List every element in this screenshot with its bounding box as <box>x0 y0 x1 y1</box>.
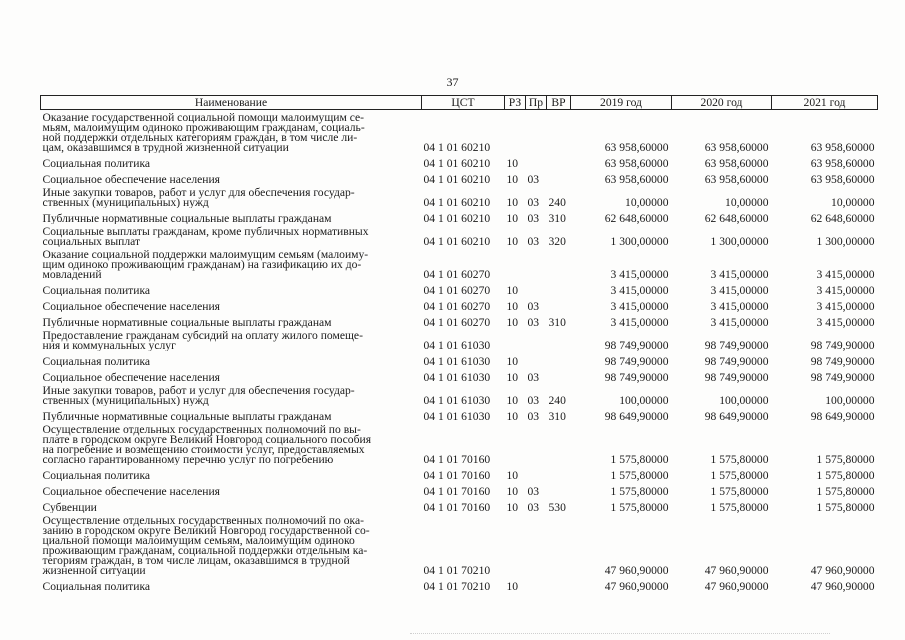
cell-y2019: 63 958,60000 <box>604 157 669 169</box>
cell-vr <box>547 110 571 154</box>
cell-cst: 04 1 01 61030 <box>423 339 491 351</box>
cell-name: Публичные нормативные социальные выплаты гражданам <box>42 316 332 328</box>
cell-name: Иные закупки товаров, работ и услуг для обеспечения государ- ственных (муниципальных) нужд <box>42 186 355 208</box>
cell-cst: 04 1 01 61030 <box>423 355 491 367</box>
cell-y2021: 1 575,80000 <box>816 469 875 481</box>
cell-pr: 03 <box>527 485 540 497</box>
cell-rz: 10 <box>506 284 519 296</box>
cell-y2019: 1 575,80000 <box>610 453 669 465</box>
cell-y2020: 3 415,00000 <box>710 268 769 280</box>
cell-rz: 10 <box>506 157 519 169</box>
cell-pr <box>526 422 547 465</box>
cell-rz: 10 <box>506 235 519 247</box>
cell-y2019: 47 960,90000 <box>604 564 669 576</box>
cell-y2020: 63 958,60000 <box>704 173 769 185</box>
cell-y2020: 3 415,00000 <box>710 300 769 312</box>
cell-y2019: 63 958,60000 <box>604 141 669 153</box>
cell-pr: 03 <box>527 196 540 208</box>
cell-y2021: 3 415,00000 <box>816 268 875 280</box>
cell-y2021: 98 749,90000 <box>810 355 875 367</box>
cell-cst: 04 1 01 60270 <box>423 316 491 328</box>
cell-cst: 04 1 01 60270 <box>423 268 491 280</box>
cell-cst: 04 1 01 70210 <box>423 580 491 592</box>
cell-y2019: 47 960,90000 <box>604 580 669 592</box>
cell-name: Социальное обеспечение населения <box>42 371 221 383</box>
cell-y2019: 63 958,60000 <box>604 173 669 185</box>
cell-pr: 03 <box>527 501 540 513</box>
cell-y2019: 98 749,90000 <box>604 371 669 383</box>
cell-name: Иные закупки товаров, работ и услуг для обеспечения государ- ственных (муниципальных) нужд <box>42 384 355 406</box>
cell-vr <box>547 169 571 185</box>
cell-pr <box>526 247 547 280</box>
table-row <box>41 224 878 247</box>
cell-vr <box>547 513 571 576</box>
cell-cst: 04 1 01 61030 <box>423 394 491 406</box>
cell-name: Социальное обеспечение населения <box>42 300 221 312</box>
cell-name: Социальное обеспечение населения <box>42 173 221 185</box>
cell-vr: 310 <box>548 212 566 224</box>
table-row <box>41 422 878 465</box>
cell-pr <box>526 153 547 169</box>
cell-pr <box>526 328 547 351</box>
cell-pr: 03 <box>527 212 540 224</box>
cell-pr <box>526 465 547 481</box>
header-name: Наименование <box>41 96 422 110</box>
cell-y2021: 63 958,60000 <box>810 157 875 169</box>
cell-y2020: 47 960,90000 <box>704 564 769 576</box>
cell-name: Предоставление гражданам субсидий на оплату жилого помеще- ния и коммунальных услуг <box>42 329 363 351</box>
cell-y2021: 98 749,90000 <box>810 371 875 383</box>
cell-name: Социальная политика <box>42 284 151 296</box>
cell-y2020: 63 958,60000 <box>704 141 769 153</box>
cell-rz: 10 <box>506 316 519 328</box>
header-vr: ВР <box>547 96 571 110</box>
header-2019: 2019 год <box>571 96 672 110</box>
cell-cst: 04 1 01 60270 <box>423 284 491 296</box>
cell-y2019: 1 575,80000 <box>610 501 669 513</box>
cell-y2020: 98 749,90000 <box>704 371 769 383</box>
cell-vr <box>547 465 571 481</box>
header-rz: РЗ <box>505 96 526 110</box>
cell-y2020: 100,00000 <box>719 394 769 406</box>
cell-y2021: 1 575,80000 <box>816 453 875 465</box>
cell-rz <box>505 422 526 465</box>
cell-vr: 320 <box>548 235 566 247</box>
cell-y2020: 1 575,80000 <box>710 485 769 497</box>
cell-vr <box>547 481 571 497</box>
cell-vr <box>547 153 571 169</box>
table-row <box>41 110 878 154</box>
cell-cst: 04 1 01 60210 <box>423 235 491 247</box>
cell-name: Осуществление отдельных государственных полномочий по вы- плате в городском округе Великий Новгород социального пособия на погребение и возмещению стоимости услуг, предоставляемых согласно гарантированному перечню услуг по погребению <box>42 423 372 465</box>
table-header-row <box>41 96 878 110</box>
cell-y2019: 1 575,80000 <box>610 469 669 481</box>
cell-cst: 04 1 01 60210 <box>423 212 491 224</box>
cell-rz: 10 <box>506 212 519 224</box>
cell-rz: 10 <box>506 300 519 312</box>
cell-vr <box>547 328 571 351</box>
cell-rz: 10 <box>506 410 519 422</box>
cell-y2021: 1 575,80000 <box>816 501 875 513</box>
cell-y2020: 3 415,00000 <box>710 284 769 296</box>
cell-y2020: 10,00000 <box>725 196 769 208</box>
cell-y2019: 98 749,90000 <box>604 339 669 351</box>
table-row <box>41 208 878 224</box>
cell-name: Социальная политика <box>42 157 151 169</box>
cell-name: Публичные нормативные социальные выплаты гражданам <box>42 410 332 422</box>
page-number: 37 <box>446 75 459 89</box>
cell-vr: 240 <box>548 196 566 208</box>
cell-cst: 04 1 01 61030 <box>423 410 491 422</box>
cell-vr <box>547 280 571 296</box>
cell-y2021: 3 415,00000 <box>816 316 875 328</box>
cell-y2020: 63 958,60000 <box>704 157 769 169</box>
cell-pr: 03 <box>527 394 540 406</box>
table-row <box>41 367 878 383</box>
cell-name: Публичные нормативные социальные выплаты гражданам <box>42 212 332 224</box>
cell-rz: 10 <box>506 371 519 383</box>
table-row <box>41 576 878 592</box>
table-row <box>41 169 878 185</box>
cell-rz: 10 <box>506 501 519 513</box>
cell-y2021: 62 648,60000 <box>810 212 875 224</box>
cell-name: Оказание социальной поддержки малоимущим семьям (малоиму- щим одиноко проживающим гражданам) на газификацию их до- мовладений <box>42 248 369 280</box>
cell-name: Социальные выплаты гражданам, кроме публичных нормативных социальных выплат <box>42 225 369 247</box>
header-cst: ЦСТ <box>422 96 505 110</box>
cell-pr <box>526 280 547 296</box>
table-row <box>41 383 878 406</box>
cell-y2020: 1 575,80000 <box>710 453 769 465</box>
cell-vr: 310 <box>548 410 566 422</box>
cell-y2020: 1 300,00000 <box>710 235 769 247</box>
cell-y2019: 3 415,00000 <box>610 284 669 296</box>
cell-pr <box>526 513 547 576</box>
cell-cst: 04 1 01 61030 <box>423 371 491 383</box>
cell-cst: 04 1 01 60210 <box>423 141 491 153</box>
cell-rz: 10 <box>506 580 519 592</box>
cell-name: Осуществление отдельных государственных полномочий по ока- занию в городском округе Великий Новгород государственной со- циальной помощи малоимущим семьям, малоимущим одиноко проживающим гражданам, социальной поддержки отдельным ка- тегориям граждан, в том числе лицам, оказавшимся в трудной жизненной ситуации <box>42 514 370 576</box>
cell-rz <box>505 513 526 576</box>
table-row <box>41 312 878 328</box>
cell-y2021: 63 958,60000 <box>810 141 875 153</box>
cell-y2019: 10,00000 <box>625 196 669 208</box>
cell-y2019: 62 648,60000 <box>604 212 669 224</box>
table-row <box>41 296 878 312</box>
cell-cst: 04 1 01 60210 <box>423 157 491 169</box>
cell-vr: 530 <box>548 501 566 513</box>
cell-cst: 04 1 01 60210 <box>423 173 491 185</box>
header-2021: 2021 год <box>772 96 878 110</box>
cell-pr <box>526 110 547 154</box>
cell-y2020: 47 960,90000 <box>704 580 769 592</box>
table-row <box>41 153 878 169</box>
cell-vr <box>547 351 571 367</box>
cell-cst: 04 1 01 70160 <box>423 485 491 497</box>
cell-rz: 10 <box>506 196 519 208</box>
cell-vr <box>547 296 571 312</box>
table-row <box>41 328 878 351</box>
cell-y2021: 47 960,90000 <box>810 580 875 592</box>
cell-rz: 10 <box>506 355 519 367</box>
cell-y2019: 3 415,00000 <box>610 268 669 280</box>
cell-y2019: 1 300,00000 <box>610 235 669 247</box>
cell-y2019: 3 415,00000 <box>610 300 669 312</box>
cell-cst: 04 1 01 60270 <box>423 300 491 312</box>
cell-cst: 04 1 01 70160 <box>423 453 491 465</box>
cell-y2021: 100,00000 <box>825 394 875 406</box>
cell-y2021: 10,00000 <box>831 196 875 208</box>
cell-vr <box>547 576 571 592</box>
cell-cst: 04 1 01 70160 <box>423 469 491 481</box>
cell-vr <box>547 422 571 465</box>
cell-pr: 03 <box>527 410 540 422</box>
cell-y2019: 98 749,90000 <box>604 355 669 367</box>
cell-name: Социальная политика <box>42 580 151 592</box>
cell-name: Социальная политика <box>42 355 151 367</box>
cell-cst: 04 1 01 70210 <box>423 564 491 576</box>
cell-y2020: 62 648,60000 <box>704 212 769 224</box>
cell-y2020: 1 575,80000 <box>710 469 769 481</box>
cell-rz <box>505 110 526 154</box>
cell-y2021: 1 300,00000 <box>816 235 875 247</box>
cell-y2021: 47 960,90000 <box>810 564 875 576</box>
cell-y2019: 98 649,90000 <box>604 410 669 422</box>
table-row <box>41 247 878 280</box>
cell-y2020: 98 749,90000 <box>704 339 769 351</box>
cell-pr: 03 <box>527 235 540 247</box>
table-row <box>41 406 878 422</box>
cell-pr <box>526 576 547 592</box>
cell-name: Оказание государственной социальной помощи малоимущим се- мьям, малоимущим одиноко проживающим гражданам, социаль- ной поддержки отдельных категориям граждан, в том числе ли- цам, оказавшимся в трудной жизненной ситуации <box>42 111 365 153</box>
cell-y2019: 100,00000 <box>619 394 669 406</box>
cell-name: Социальная политика <box>42 469 151 481</box>
cell-rz: 10 <box>506 485 519 497</box>
header-2020: 2020 год <box>672 96 772 110</box>
cell-pr: 03 <box>527 316 540 328</box>
cell-pr <box>526 351 547 367</box>
budget-table <box>40 95 878 592</box>
scan-artifact-line <box>410 633 830 636</box>
cell-y2021: 98 749,90000 <box>810 339 875 351</box>
cell-y2020: 1 575,80000 <box>710 501 769 513</box>
cell-y2020: 3 415,00000 <box>710 316 769 328</box>
table-row <box>41 497 878 513</box>
cell-y2020: 98 749,90000 <box>704 355 769 367</box>
cell-rz: 10 <box>506 173 519 185</box>
cell-vr: 310 <box>548 316 566 328</box>
cell-rz: 10 <box>506 394 519 406</box>
cell-vr <box>547 247 571 280</box>
table-row <box>41 513 878 576</box>
cell-y2019: 3 415,00000 <box>610 316 669 328</box>
cell-cst: 04 1 01 70160 <box>423 501 491 513</box>
cell-vr: 240 <box>548 394 566 406</box>
cell-name: Субвенции <box>42 501 97 513</box>
cell-pr: 03 <box>527 173 540 185</box>
cell-y2021: 63 958,60000 <box>810 173 875 185</box>
cell-name: Социальное обеспечение населения <box>42 485 221 497</box>
cell-vr <box>547 367 571 383</box>
cell-y2021: 3 415,00000 <box>816 284 875 296</box>
table-row <box>41 351 878 367</box>
cell-y2021: 3 415,00000 <box>816 300 875 312</box>
header-pr: Пр <box>526 96 547 110</box>
cell-rz <box>505 247 526 280</box>
table-row <box>41 280 878 296</box>
cell-y2020: 98 649,90000 <box>704 410 769 422</box>
table-row <box>41 185 878 208</box>
cell-cst: 04 1 01 60210 <box>423 196 491 208</box>
cell-pr: 03 <box>527 371 540 383</box>
cell-rz <box>505 328 526 351</box>
cell-y2019: 1 575,80000 <box>610 485 669 497</box>
cell-pr: 03 <box>527 300 540 312</box>
table-row <box>41 465 878 481</box>
cell-y2021: 1 575,80000 <box>816 485 875 497</box>
cell-rz: 10 <box>506 469 519 481</box>
table-row <box>41 481 878 497</box>
cell-y2021: 98 649,90000 <box>810 410 875 422</box>
